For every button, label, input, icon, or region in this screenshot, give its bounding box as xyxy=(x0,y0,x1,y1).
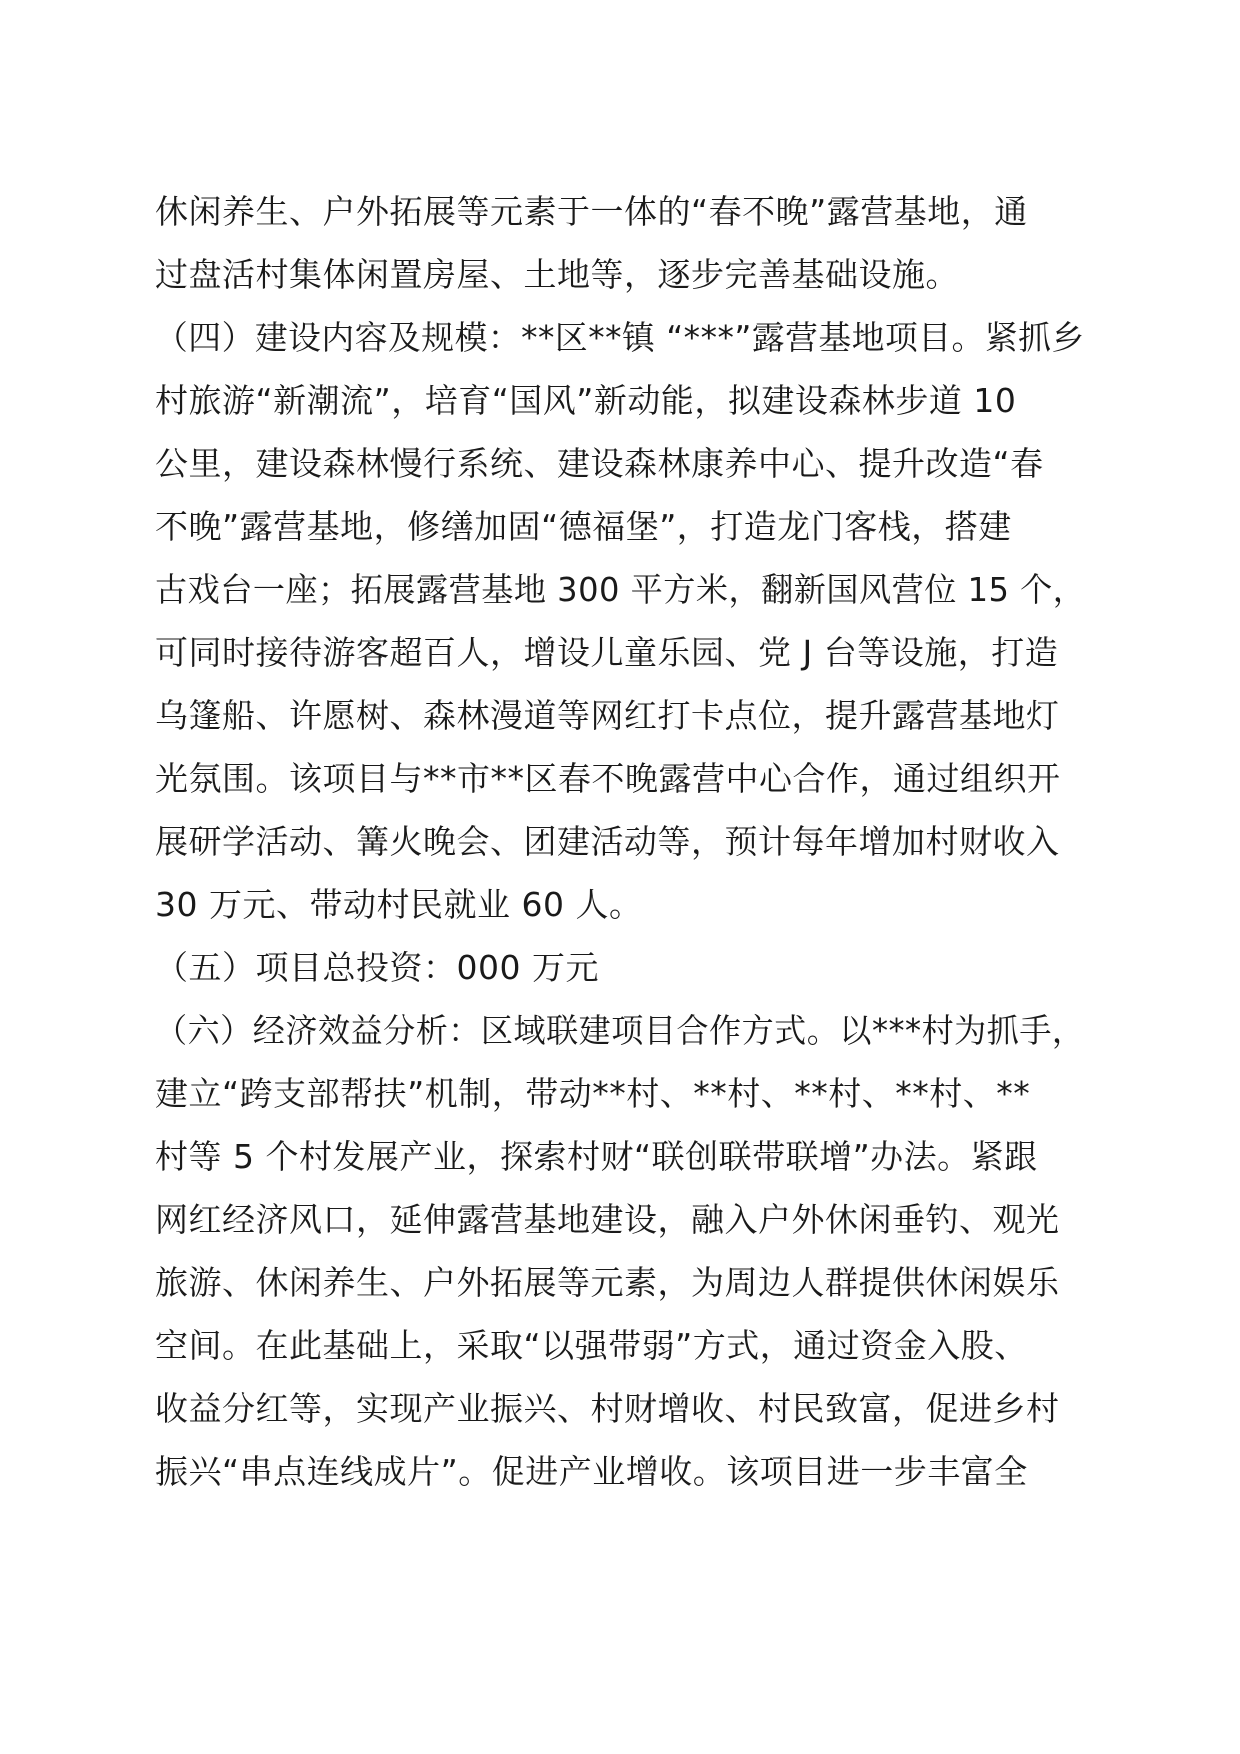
text-line-10: 光氛围。该项目与**市**区春不晚露营中心合作，通过组织开 xyxy=(155,759,1061,798)
text-line-11: 展研学活动、篝火晚会、团建活动等，预计每年增加村财收入 xyxy=(155,822,1060,861)
text-line-5: 公里，建设森林慢行系统、建设森林康养中心、提升改造“春 xyxy=(155,444,1044,483)
text-line-2: 过盘活村集体闲置房屋、土地等，逐步完善基础设施。 xyxy=(155,255,959,294)
text-line-17: 网红经济风口，延伸露营基地建设，融入户外休闲垂钓、观光 xyxy=(155,1200,1060,1239)
text-line-9: 乌篷船、许愿树、森林漫道等网红打卡点位，提升露营基地灯 xyxy=(155,696,1060,735)
text-line-1: 休闲养生、户外拓展等元素于一体的“春不晚”露营基地，通 xyxy=(155,192,1028,231)
text-line-18: 旅游、休闲养生、户外拓展等元素，为周边人群提供休闲娱乐 xyxy=(155,1263,1060,1302)
text-line-12: 30 万元、带动村民就业 60 人。 xyxy=(155,885,643,924)
heading-economic-analysis: （六）经济效益分析：区域联建项目合作方式。以***村为抓手， xyxy=(155,1011,1085,1050)
text-line-21: 振兴“串点连线成片”。促进产业增收。该项目进一步丰富全 xyxy=(155,1452,1028,1491)
text-line-20: 收益分红等，实现产业振兴、村财增收、村民致富，促进乡村 xyxy=(155,1389,1060,1428)
text-line-16: 村等 5 个村发展产业，探索村财“联创联带联增”办法。紧跟 xyxy=(155,1137,1038,1176)
heading-construction-scope: （四）建设内容及规模：**区**镇 “***”露营基地项目。紧抓乡 xyxy=(155,318,1085,357)
text-line-8: 可同时接待游客超百人，增设儿童乐园、党 J 台等设施，打造 xyxy=(155,633,1059,672)
heading-total-investment: （五）项目总投资：000 万元 xyxy=(155,948,599,987)
text-line-6: 不晚”露营基地，修缮加固“德福堡”，打造龙门客栈，搭建 xyxy=(155,507,1012,546)
text-line-7: 古戏台一座；拓展露营基地 300 平方米，翻新国风营位 15 个， xyxy=(155,570,1086,609)
text-line-19: 空间。在此基础上，采取“以强带弱”方式，通过资金入股、 xyxy=(155,1326,1028,1365)
text-line-4: 村旅游“新潮流”，培育“国风”新动能，拟建设森林步道 10 xyxy=(155,381,1017,420)
text-line-15: 建立“跨支部帮扶”机制，带动**村、**村、**村、**村、** xyxy=(155,1074,1031,1113)
